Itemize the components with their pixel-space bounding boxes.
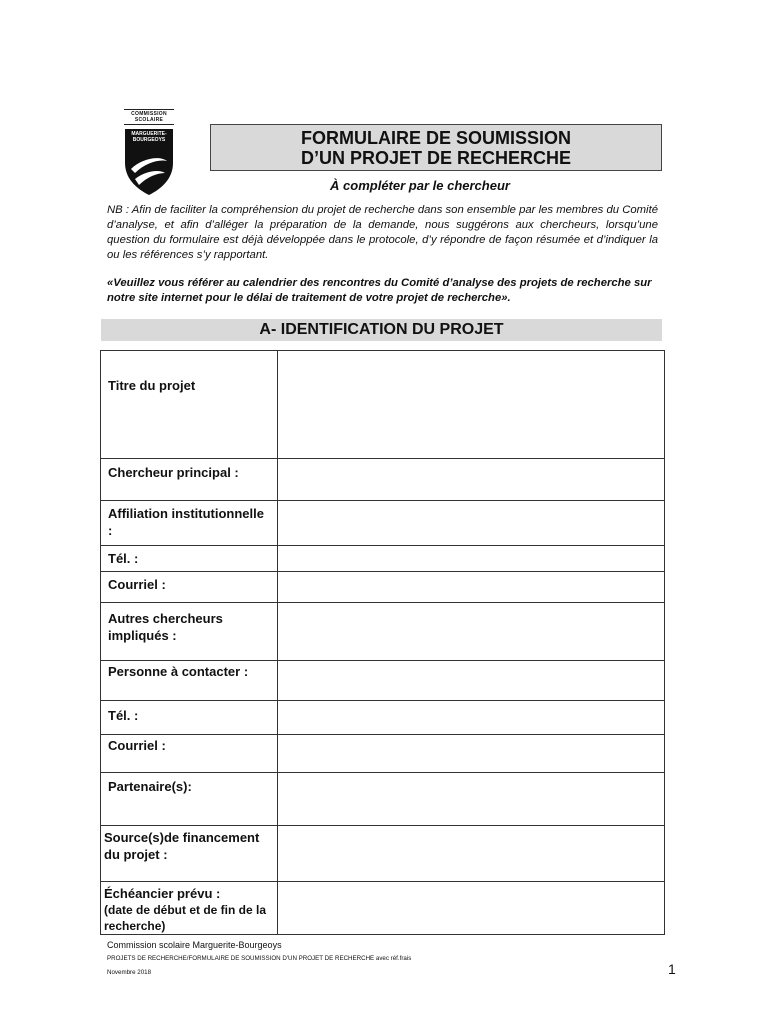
label-contact-person: Personne à contacter :	[101, 661, 278, 701]
label-project-title: Titre du projet	[101, 351, 278, 459]
form-subtitle: À compléter par le chercheur	[330, 178, 510, 193]
label-phone: Tél. :	[101, 546, 278, 572]
email-field[interactable]	[278, 572, 665, 603]
form-row	[101, 546, 665, 572]
logo-rule-top	[124, 109, 174, 110]
form-row	[101, 459, 665, 501]
form-row	[101, 661, 665, 701]
footer-organization: Commission scolaire Marguerite-Bourgeoys	[107, 940, 282, 950]
label-affiliation: Affiliation institutionnelle :	[101, 501, 278, 546]
form-row	[101, 735, 665, 773]
calendar-notice: «Veuillez vous référer au calendrier des rencontres du Comité d’analyse des projets de recherche sur notre site internet pour le délai de traitement de votre projet de recherche».	[107, 277, 652, 304]
form-row	[101, 773, 665, 826]
form-title	[210, 124, 662, 171]
identification-form	[100, 350, 665, 935]
schedule-field[interactable]	[278, 882, 665, 935]
footer-date: Novembre 2018	[107, 969, 152, 976]
label-contact-email: Courriel :	[101, 735, 278, 773]
funding-source-field[interactable]	[278, 826, 665, 882]
logo-line2: SCOLAIRE	[134, 117, 164, 123]
logo-line1: COMMISSION	[131, 111, 167, 117]
form-row	[101, 701, 665, 735]
phone-field[interactable]	[278, 546, 665, 572]
label-schedule-sub: (date de début et de fin de la recherche)	[104, 903, 267, 933]
label-contact-phone: Tél. :	[101, 701, 278, 735]
project-title-field[interactable]	[278, 351, 665, 459]
logo-shield-line1: MARGUERITE-	[131, 131, 167, 137]
other-researchers-field[interactable]	[278, 603, 665, 661]
label-funding-source: Source(s)de financement du projet :	[101, 826, 278, 882]
form-row	[101, 826, 665, 882]
logo-shield-text	[125, 131, 173, 143]
label-schedule	[101, 882, 278, 935]
label-other-researchers: Autres chercheurs impliqués :	[101, 603, 278, 661]
partners-field[interactable]	[278, 773, 665, 826]
contact-email-field[interactable]	[278, 735, 665, 773]
footer-document-path: PROJETS DE RECHERCHE/FORMULAIRE DE SOUMISSION D'UN PROJET DE RECHERCHE avec réf.frais	[107, 955, 412, 962]
logo-rule-bottom	[124, 124, 174, 125]
form-row	[101, 603, 665, 661]
contact-phone-field[interactable]	[278, 701, 665, 735]
form-row	[101, 882, 665, 935]
form-title-line2: D’UN PROJET DE RECHERCHE	[300, 148, 572, 168]
contact-person-field[interactable]	[278, 661, 665, 701]
form-title-line1: FORMULAIRE DE SOUMISSION	[300, 128, 571, 148]
affiliation-field[interactable]	[278, 501, 665, 546]
principal-researcher-field[interactable]	[278, 459, 665, 501]
page-number: 1	[668, 961, 676, 977]
form-row	[101, 501, 665, 546]
label-schedule-main: Échéancier prévu :	[104, 886, 221, 901]
label-principal-researcher: Chercheur principal :	[101, 459, 278, 501]
section-a-heading: A- IDENTIFICATION DU PROJET	[101, 319, 662, 341]
label-email: Courriel :	[101, 572, 278, 603]
form-row	[101, 351, 665, 459]
nb-paragraph: NB : Afin de faciliter la compréhension du projet de recherche dans son ensemble par les membres du Comité d’analyse, et afin d’alléger la préparation de la demande, nous suggérons aux chercheurs, lorsqu’une question du formulaire est déjà développée dans le protocole, d’y répondre de façon résumée et d’indiquer la ou les références s’y rapportant.	[107, 204, 658, 261]
label-partners: Partenaire(s):	[101, 773, 278, 826]
csmb-logo	[121, 107, 177, 197]
logo-shield-line2: BOURGEOYS	[132, 137, 166, 143]
form-row	[101, 572, 665, 603]
